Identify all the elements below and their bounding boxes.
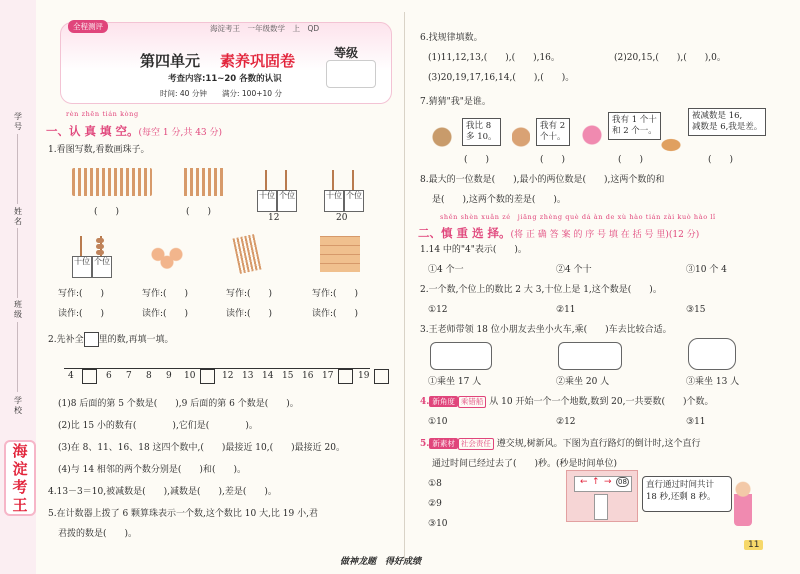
turtle-pic [660,138,682,152]
page-title: 素养巩固卷 [220,52,296,70]
c2-c[interactable]: ③15 [686,305,706,315]
c4-tag2: 乘错船 [458,396,487,408]
c1-b[interactable]: ②4 个十 [556,265,592,275]
q2-stem: 2.先补全 [48,335,84,345]
q2-line-1[interactable]: (1)8 后面的第 5 个数是( ),9 后面的第 6 个数是( )。 [58,399,299,409]
q6-line-1[interactable]: (1)11,12,13,( ),( ),16。 [428,53,560,63]
nl-10: 10 [184,371,196,381]
nl-6: 6 [106,371,112,381]
time-label: 时间: 40 分钟 [160,89,207,98]
nl-4: 4 [68,371,74,381]
c3-a[interactable]: ①乘坐 17 人 [428,377,482,387]
c1-a[interactable]: ①4 个一 [428,265,464,275]
section2-title: 二、慎 重 选 择。 [418,226,511,240]
right-arrow-icon: → [604,477,612,487]
road-pic [594,494,608,520]
q2-box-icon [84,332,99,347]
c5-stem-1: 遵交规,树新风。下图为直行路灯的倒计时,这个直行 [496,439,701,449]
q1-tens-cell-b: 十位 [324,190,344,212]
student-id-line [17,134,18,204]
q7-bubble-1: 我比 8 多 10。 [462,118,501,146]
nl-box-5[interactable] [82,369,97,388]
q1-blank-2[interactable]: ( ) [186,207,212,217]
grade-box[interactable] [326,60,376,88]
section1-note: (每空 1 分,共 43 分) [138,128,223,138]
scope-label: 考查内容:11~20 各数的认识 [168,74,282,84]
page-divider [404,12,405,560]
section1-title: 一、认 真 填 空。 [46,124,139,138]
left-arrow-icon: ← [580,477,588,487]
girl-pic [734,480,752,526]
c4-b[interactable]: ②12 [556,417,576,427]
bus-13-pic [688,338,736,370]
frog-pic [582,124,602,146]
badge: 全程测评 [68,20,108,33]
nl-12: 12 [222,371,234,381]
number-line [64,368,370,369]
q1-tens-cell-c: 十位 [72,256,92,278]
student-id-label: 学号 [14,112,22,131]
q1-write-4[interactable]: 写作:( ) [312,289,359,299]
c3-c[interactable]: ③乘坐 13 人 [686,377,740,387]
q7-blank-3[interactable]: ( ) [618,155,644,165]
grade-label: 等级 [334,46,359,60]
bus-20-pic [558,342,622,370]
score-label: 满分: 100+10 分 [222,89,282,98]
q4[interactable]: 4.13－3＝10,被减数是( ),减数是( ),差是( )。 [48,487,277,497]
q7-blank-4[interactable]: ( ) [708,155,734,165]
c5-tag2: 社会责任 [458,438,494,450]
nl-box-11[interactable] [200,369,215,388]
c5-a[interactable]: ①8 [428,479,442,489]
q7-blank-2[interactable]: ( ) [540,155,566,165]
q1-read-4[interactable]: 读作:( ) [312,309,359,319]
q1-stem: 1.看图写数,看数画珠子。 [48,145,150,155]
q1-number-12: 12 [268,213,280,223]
q5-line-1: 5.在计数器上拨了 6 颗算珠表示一个数,这个数比 10 大,比 19 小,君 [48,509,318,519]
q5-line-2[interactable]: 君拨的数是( )。 [58,529,138,539]
nl-7: 7 [126,371,132,381]
monkey-pic [512,124,530,150]
footer-slogan: 做神龙题 得好成绩 [340,557,422,567]
c1-c[interactable]: ③10 个 4 [686,265,727,275]
cubes-pic [320,236,360,272]
q2-line-4[interactable]: (4)与 14 相邻的两个数分别是( )和( )。 [58,465,246,475]
q1-read-3[interactable]: 读作:( ) [226,309,273,319]
balloons-pic [140,244,200,270]
nl-13: 13 [242,371,254,381]
q1-ones-cell-c: 个位 [92,256,112,278]
nl-19: 19 [358,371,370,381]
c4-stem[interactable]: 从 10 开始一个一个地数,数到 20,一共要数( )个数。 [489,397,714,407]
q1-read-2[interactable]: 读作:( ) [142,309,189,319]
c2-a[interactable]: ①12 [428,305,448,315]
c3-stem[interactable]: 3.王老师带领 18 位小朋友去坐小火车,乘( )车去比较合适。 [420,325,672,335]
c5-tag: 新素材 [429,438,458,449]
c5-stem-2[interactable]: 通过时间已经过去了( )秒。(秒是时间单位) [432,459,618,469]
q7-bubble-3: 我有 1 个十 和 2 个一。 [608,112,661,140]
section2-pinyin: shěn shèn xuǎn zé jiāng zhèng què dá àn de xù hào tián zài kuò hào lǐ [440,213,716,221]
q1-write-3[interactable]: 写作:( ) [226,289,273,299]
c5-c[interactable]: ③10 [428,519,448,529]
c4-a[interactable]: ①10 [428,417,448,427]
c1-stem[interactable]: 1.14 中的"4"表示( )。 [420,245,527,255]
sticks-pic [232,234,261,274]
c3-b[interactable]: ②乘坐 20 人 [556,377,610,387]
q7-stem: 7.猜猜"我"是谁。 [420,97,491,107]
section1-pinyin: rèn zhēn tián kòng [66,110,139,118]
q6-line-3[interactable]: (3)20,19,17,16,14,( ),( )。 [428,73,575,83]
q6-line-2[interactable]: (2)20,15,( ),( ),0。 [614,53,726,63]
q1-ones-cell-a: 个位 [277,190,297,212]
nl-9: 9 [166,371,172,381]
countdown-display: 08 [618,478,627,486]
up-arrow-icon: ↑ [592,477,600,487]
c4-tag: 新角度 [429,396,458,407]
q1-write-1[interactable]: 写作:( ) [58,289,105,299]
q1-tens-cell-a: 十位 [257,190,277,212]
school-label: 学校 [14,396,22,415]
q2-line-2[interactable]: (2)比 15 小的数有( ),它们是( )。 [58,421,258,431]
section2-note: (将 正 确 答 案 的 序 号 填 在 括 号 里)(12 分) [510,230,700,240]
class-line [17,322,18,392]
nl-box-18[interactable] [338,369,353,388]
q8-line-1[interactable]: 8.最大的一位数是( ),最小的两位数是( ),这两个数的和 [420,175,665,185]
q7-blank-1[interactable]: ( ) [464,155,490,165]
stick-bundles-pic [72,168,152,196]
q1-ones-cell-b: 个位 [344,190,364,212]
c2-b[interactable]: ②11 [556,305,576,315]
q6-stem: 6.找规律填数。 [420,33,483,43]
q2-stem-end: 里的数,再填一填。 [98,335,174,345]
q7-bubble-2: 我有 2 个十。 [536,118,570,146]
q7-bubble-4: 被减数是 16, 减数是 6,我是差。 [688,108,766,136]
nl-box-20[interactable] [374,369,389,388]
q1-write-2[interactable]: 写作:( ) [142,289,189,299]
c5-speech-bubble: 直行通过时间共计 18 秒,还剩 8 秒。 [642,476,732,512]
binding-sidebar [0,0,36,574]
q2-line-3[interactable]: (3)在 8、11、16、18 这四个数中,( )最接近 10,( )最接近 20。 [58,443,345,453]
q1-read-1[interactable]: 读作:( ) [58,309,105,319]
name-label: 姓名 [14,207,22,226]
page-number: 11 [744,540,763,550]
nl-14: 14 [262,371,274,381]
c5-b[interactable]: ②9 [428,499,442,509]
stick-bundle-pic [184,168,224,196]
c4-c[interactable]: ③11 [686,417,706,427]
q1-number-20: 20 [336,213,348,223]
squirrel-pic [432,124,452,150]
nl-8: 8 [146,371,152,381]
q8-line-2[interactable]: 是( ),这两个数的差是( )。 [432,195,566,205]
class-label: 班级 [14,300,22,319]
q1-blank-1[interactable]: ( ) [94,207,120,217]
bus-17-pic [430,342,492,370]
series-label: 海淀考王 一年级数学 上 QD [210,24,320,33]
c2-stem[interactable]: 2.一个数,个位上的数比 2 大 3,十位上是 1,这个数是( )。 [420,285,662,295]
name-line [17,228,18,298]
nl-17: 17 [322,371,334,381]
nl-15: 15 [282,371,294,381]
nl-16: 16 [302,371,314,381]
unit-label: 第四单元 [140,52,201,70]
brand-logo: 海淀考王 [4,440,36,516]
